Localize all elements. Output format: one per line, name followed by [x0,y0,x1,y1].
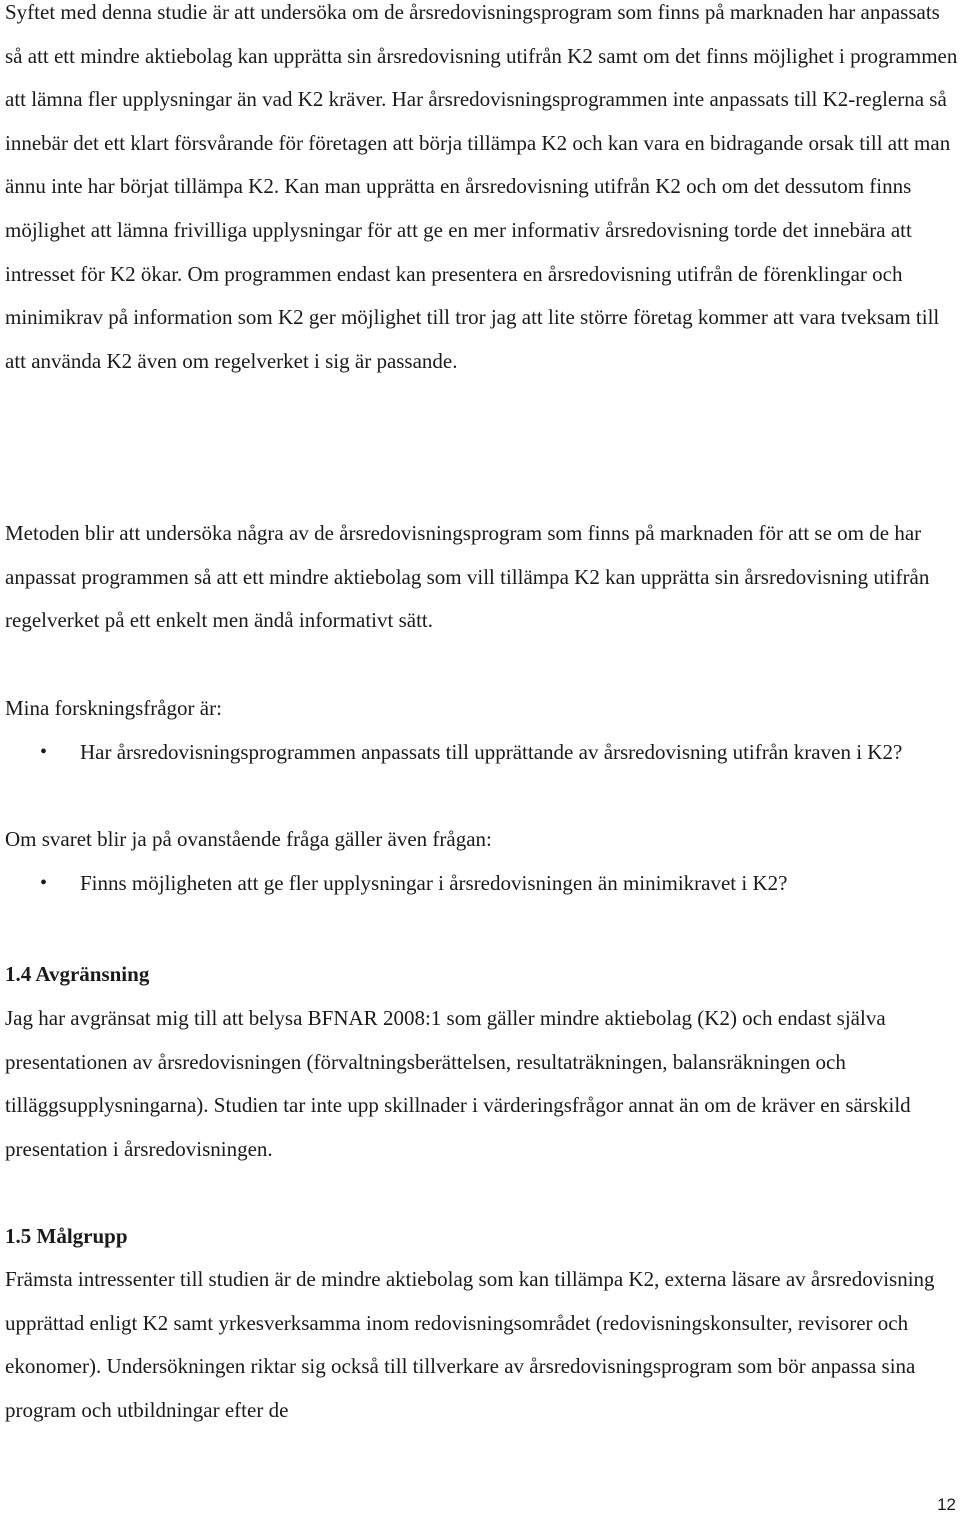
paragraph-research-questions-intro: Mina forskningsfrågor är: [5,696,222,720]
section-title: Avgränsning [35,962,150,986]
bullet-item-question-2 [5,862,960,906]
section-number: 1.5 [5,1224,32,1248]
paragraph-purpose: Syftet med denna studie är att undersöka om de årsredovisningsprogram som finns på marknaden har anpassats så att ett mindre aktiebolag kan upprätta sin årsredovisning utifrån K2 samt om det finns möjlighet i programmen att lämna fler upplysningar än vad K2 kräver. Har årsredovisningsprogrammen inte anpassats till K2-reglerna så innebär det ett klart försvårande för företagen att börja tillämpa K2 och kan vara en bidragande orsak till att man ännu inte har börjat tillämpa K2. Kan man upprätta en årsredovisning utifrån K2 och om det dessutom finns möjlighet att lämna frivilliga upplysningar för att ge en mer informativ årsredovisning torde det innebära att intresset för K2 ökar. Om programmen endast kan presentera en årsredovisning utifrån de förenklingar och minimikrav på information som K2 ger möjlighet till tror jag att lite större företag kommer att vara tveksam till att använda K2 även om regelverket i sig är passande. [5,0,958,373]
bullet-item-question-1 [5,731,960,775]
section-heading-avgransning [5,953,149,997]
paragraph-followup: Om svaret blir ja på ovanstående fråga gäller även frågan: [5,827,492,851]
paragraph-method: Metoden blir att undersöka några av de årsredovisningsprogram som finns på marknaden för att se om de har anpassat programmen så att ett mindre aktiebolag som vill tillämpa K2 kan upprätta sin årsredovisning utifrån regelverket på ett enkelt men ändå informativt sätt. [5,521,930,633]
bullet-text: Finns möjligheten att ge fler upplysningar i årsredovisningen än minimikravet i K2? [80,871,788,895]
bullet-icon: • [40,741,48,763]
paragraph-target-group: Främsta intressenter till studien är de mindre aktiebolag som kan tillämpa K2, externa läsare av årsredovisning upprättad enligt K2 samt yrkesverksamma inom redovisningsområdet (redovisningskonsulter, revisorer och ekonomer). Undersökningen riktar sig också till tillverkare av årsredovisningsprogram som bör anpassa sina program och utbildningar efter de [5,1267,935,1422]
section-title: Målgrupp [36,1224,128,1248]
section-heading-malgrupp [5,1215,128,1259]
section-number: 1.4 [5,962,32,986]
paragraph-delimitation: Jag har avgränsat mig till att belysa BFNAR 2008:1 som gäller mindre aktiebolag (K2) och endast själva presentationen av årsredovisningen (förvaltningsberättelsen, resultaträkningen, balansräkningen och tilläggsupplysningarna). Studien tar inte upp skillnader i värderingsfrågor annat än om de kräver en särskild presentation i årsredovisningen. [5,1006,911,1161]
bullet-text: Har årsredovisningsprogrammen anpassats till upprättande av årsredovisning utifrån kraven i K2? [80,740,903,764]
page-number: 12 [937,1495,956,1514]
bullet-icon: • [40,872,48,894]
